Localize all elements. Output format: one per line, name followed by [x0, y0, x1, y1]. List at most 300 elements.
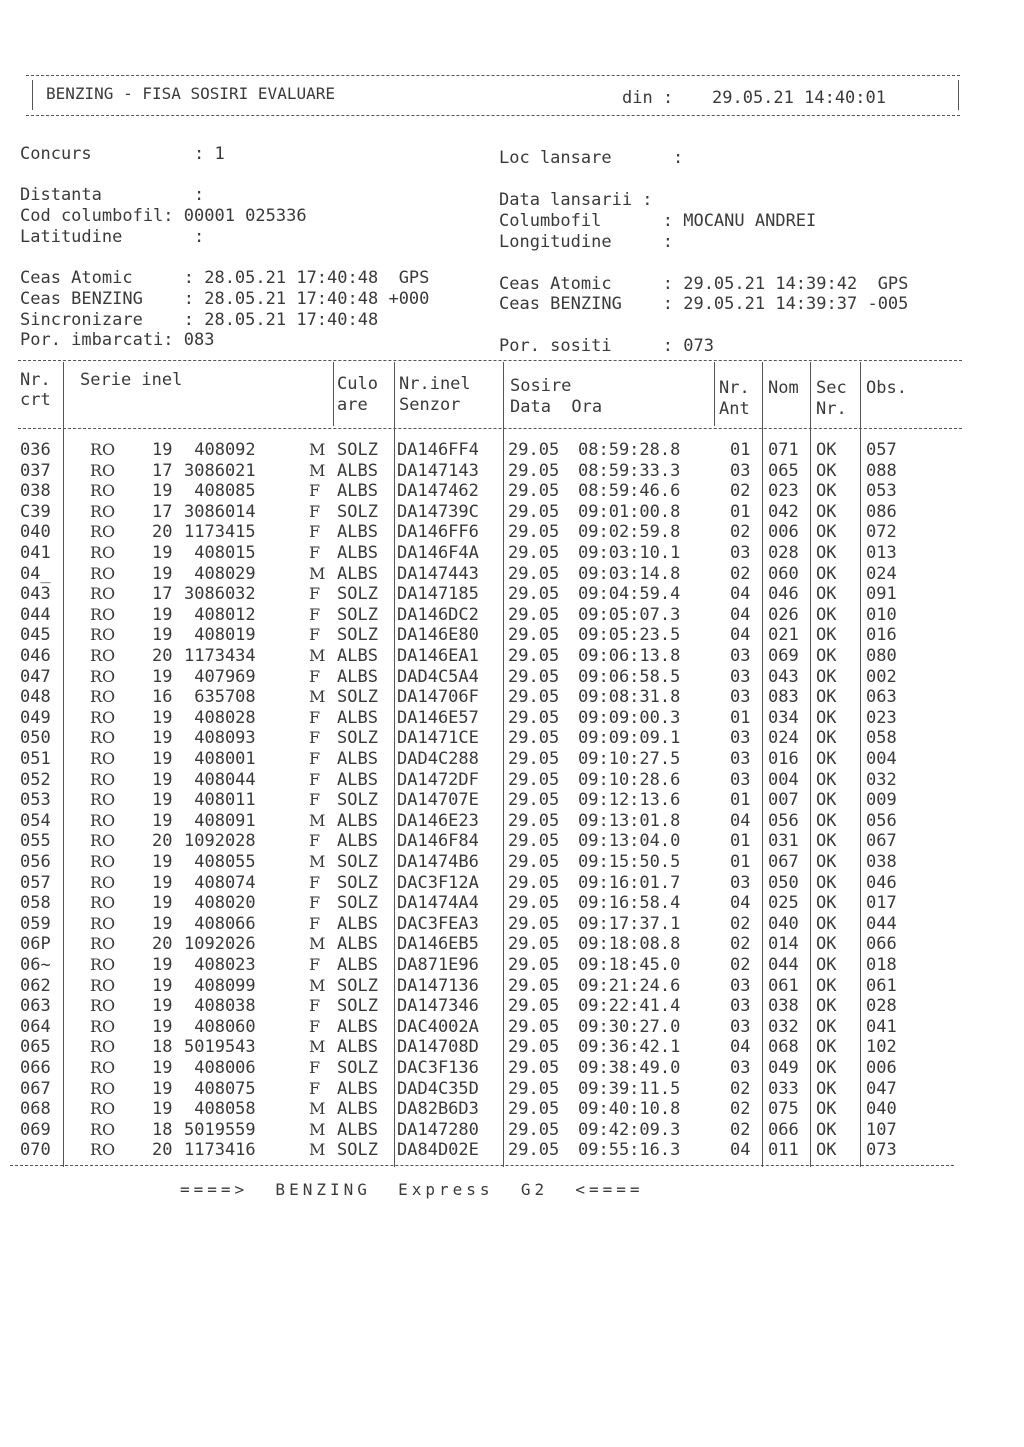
cell-year: 20	[152, 934, 173, 955]
cell-ring-number: 3086014	[184, 501, 256, 522]
cell-sex: F	[309, 790, 321, 810]
cell-sex: F	[309, 749, 321, 768]
cell-ring-number: 408055	[184, 852, 256, 872]
cell-ring-number: 408044	[184, 769, 256, 790]
cell-ring-number: 408074	[184, 872, 256, 893]
cell-sec-nr: OK	[816, 913, 837, 934]
cell-nom: 040	[768, 913, 799, 934]
cell-country: RO	[90, 852, 116, 871]
cell-obs: 009	[866, 790, 897, 811]
cell-nom: 049	[768, 1058, 799, 1078]
footer-banner: ====> BENZING Express G2 <====	[180, 1180, 644, 1199]
table-header-separator	[18, 428, 962, 429]
cell-sex: M	[309, 810, 326, 830]
cell-arrival-date: 29.05	[508, 1016, 560, 1037]
cell-nr-crt: 041	[20, 543, 51, 563]
cell-obs: 061	[866, 975, 897, 996]
info-latitudine: Latitudine :	[20, 227, 205, 247]
cell-obs: 102	[866, 1037, 897, 1058]
cell-arrival-date: 29.05	[508, 666, 560, 687]
cell-antenna: 01	[730, 852, 751, 872]
cell-sex: M	[309, 934, 326, 954]
cell-antenna: 03	[730, 1016, 751, 1037]
cell-nr-crt: 064	[20, 1016, 51, 1037]
cell-year: 17	[152, 501, 173, 522]
cell-sec-nr: OK	[816, 501, 837, 522]
cell-ring-number: 408091	[184, 810, 256, 831]
th-culoare-1: Culo	[337, 374, 378, 394]
cell-year: 20	[152, 646, 173, 666]
cell-color: SOLZ	[337, 501, 378, 522]
cell-sec-nr: OK	[816, 646, 837, 666]
info-ceas-atomic-right: Ceas Atomic : 29.05.21 14:39:42 GPS	[499, 274, 909, 294]
cell-arrival-time: 09:10:27.5	[578, 749, 681, 769]
cell-arrival-time: 09:16:58.4	[578, 893, 681, 914]
cell-obs: 041	[866, 1016, 897, 1037]
cell-color: ALBS	[337, 749, 378, 769]
cell-arrival-time: 09:21:24.6	[578, 975, 681, 996]
cell-sensor-ring: DA146E80	[397, 625, 479, 646]
info-por-sositi: Por. sositi : 073	[499, 336, 714, 356]
cell-sensor-ring: DA1471CE	[397, 728, 479, 749]
cell-sensor-ring: DA14706F	[397, 687, 479, 708]
cell-arrival-time: 09:02:59.8	[578, 522, 681, 543]
cell-arrival-time: 09:13:01.8	[578, 810, 681, 831]
cell-nr-crt: 045	[20, 625, 51, 646]
cell-antenna: 03	[730, 646, 751, 666]
th-nr-ant-2: Ant	[719, 399, 750, 419]
cell-color: SOLZ	[337, 893, 378, 914]
cell-nr-crt: 058	[20, 893, 51, 914]
cell-sensor-ring: DA146F4A	[397, 543, 479, 563]
cell-antenna: 01	[730, 501, 751, 522]
cell-obs: 063	[866, 687, 897, 708]
th-sosire-2: Data Ora	[510, 397, 603, 417]
cell-country: RO	[90, 707, 116, 727]
th-nom: Nom	[768, 378, 799, 398]
cell-color: ALBS	[337, 522, 378, 543]
cell-ring-number: 1092026	[184, 934, 256, 955]
cell-obs: 056	[866, 810, 897, 831]
cell-nom: 042	[768, 501, 799, 522]
cell-sec-nr: OK	[816, 872, 837, 893]
cell-nr-crt: 052	[20, 769, 51, 790]
cell-year: 19	[152, 893, 173, 914]
cell-obs: 040	[866, 1099, 897, 1120]
cell-arrival-time: 09:39:11.5	[578, 1078, 681, 1099]
cell-sex: M	[309, 1099, 326, 1119]
cell-sensor-ring: DA147346	[397, 996, 479, 1017]
cell-arrival-time: 08:59:33.3	[578, 460, 681, 481]
col-sep-3	[394, 362, 395, 1167]
cell-arrival-date: 29.05	[508, 831, 560, 852]
cell-sec-nr: OK	[816, 1140, 837, 1161]
cell-obs: 006	[866, 1058, 897, 1078]
cell-ring-number: 408093	[184, 728, 256, 749]
cell-sensor-ring: DA14739C	[397, 501, 479, 522]
cell-sec-nr: OK	[816, 687, 837, 708]
cell-nr-crt: 053	[20, 790, 51, 811]
cell-color: ALBS	[337, 831, 378, 852]
cell-obs: 072	[866, 522, 897, 543]
cell-arrival-date: 29.05	[508, 584, 560, 605]
header-left-border	[32, 80, 33, 110]
cell-country: RO	[90, 810, 116, 830]
cell-country: RO	[90, 1016, 116, 1036]
cell-nr-crt: 066	[20, 1058, 51, 1078]
cell-color: ALBS	[337, 707, 378, 728]
cell-color: SOLZ	[337, 872, 378, 893]
cell-antenna: 03	[730, 687, 751, 708]
cell-arrival-time: 09:17:37.1	[578, 913, 681, 934]
cell-nom: 007	[768, 790, 799, 811]
cell-arrival-date: 29.05	[508, 522, 560, 543]
cell-nr-crt: 051	[20, 749, 51, 769]
cell-nr-crt: 044	[20, 604, 51, 625]
cell-color: ALBS	[337, 543, 378, 563]
cell-sec-nr: OK	[816, 625, 837, 646]
cell-ring-number: 408038	[184, 996, 256, 1017]
cell-arrival-time: 09:22:41.4	[578, 996, 681, 1017]
cell-arrival-time: 09:06:13.8	[578, 646, 681, 666]
cell-sensor-ring: DA146EA1	[397, 646, 479, 666]
cell-sensor-ring: DA14707E	[397, 790, 479, 811]
cell-sensor-ring: DAD4C288	[397, 749, 479, 769]
cell-ring-number: 408023	[184, 955, 256, 975]
cell-sex: M	[309, 460, 326, 480]
cell-nr-crt: 048	[20, 687, 51, 708]
cell-year: 17	[152, 460, 173, 481]
cell-antenna: 02	[730, 913, 751, 934]
cell-obs: 088	[866, 460, 897, 481]
cell-antenna: 02	[730, 522, 751, 543]
cell-arrival-date: 29.05	[508, 893, 560, 914]
info-ceas-atomic-left: Ceas Atomic : 28.05.21 17:40:48 GPS	[20, 268, 430, 288]
cell-country: RO	[90, 481, 116, 501]
info-data-lansarii: Data lansarii :	[499, 190, 653, 210]
cell-nr-crt: 054	[20, 810, 51, 831]
cell-antenna: 04	[730, 1140, 751, 1161]
cell-antenna: 02	[730, 563, 751, 584]
cell-obs: 010	[866, 604, 897, 625]
cell-nom: 056	[768, 810, 799, 831]
cell-arrival-time: 09:03:10.1	[578, 543, 681, 563]
cell-sec-nr: OK	[816, 749, 837, 769]
cell-color: SOLZ	[337, 975, 378, 996]
cell-arrival-date: 29.05	[508, 1099, 560, 1120]
cell-ring-number: 408001	[184, 749, 256, 769]
cell-ring-number: 1173416	[184, 1140, 256, 1161]
th-culoare-2: are	[337, 395, 368, 415]
th-sec-1: Sec	[816, 378, 847, 398]
cell-color: SOLZ	[337, 996, 378, 1017]
cell-sec-nr: OK	[816, 996, 837, 1017]
cell-arrival-time: 09:09:09.1	[578, 728, 681, 749]
cell-obs: 053	[866, 481, 897, 502]
cell-country: RO	[90, 831, 116, 851]
cell-sex: F	[309, 769, 321, 789]
cell-nr-crt: 056	[20, 852, 51, 872]
info-sincronizare: Sincronizare : 28.05.21 17:40:48	[20, 310, 379, 330]
cell-sensor-ring: DAD4C35D	[397, 1078, 479, 1099]
cell-country: RO	[90, 563, 116, 583]
cell-ring-number: 5019559	[184, 1119, 256, 1140]
cell-arrival-time: 08:59:28.8	[578, 440, 681, 460]
cell-sensor-ring: DAC3F136	[397, 1058, 479, 1078]
cell-color: SOLZ	[337, 604, 378, 625]
cell-ring-number: 408029	[184, 563, 256, 584]
cell-country: RO	[90, 1140, 116, 1160]
header-bottom-border	[26, 115, 960, 116]
cell-year: 19	[152, 769, 173, 790]
cell-year: 19	[152, 1078, 173, 1099]
cell-country: RO	[90, 1119, 116, 1139]
cell-arrival-date: 29.05	[508, 975, 560, 996]
cell-arrival-date: 29.05	[508, 810, 560, 831]
cell-nom: 066	[768, 1119, 799, 1140]
cell-sex: F	[309, 728, 321, 748]
cell-antenna: 03	[730, 460, 751, 481]
cell-antenna: 04	[730, 625, 751, 646]
cell-nr-crt: 063	[20, 996, 51, 1017]
cell-sex: F	[309, 996, 321, 1016]
cell-antenna: 04	[730, 810, 751, 831]
cell-color: SOLZ	[337, 852, 378, 872]
cell-sex: M	[309, 975, 326, 995]
cell-country: RO	[90, 769, 116, 789]
cell-arrival-date: 29.05	[508, 501, 560, 522]
col-sep-4	[503, 362, 504, 1167]
cell-ring-number: 635708	[184, 687, 256, 708]
cell-color: SOLZ	[337, 440, 378, 460]
col-sep-6	[762, 362, 763, 1167]
cell-nom: 031	[768, 831, 799, 852]
cell-year: 19	[152, 913, 173, 934]
th-nr-ant-1: Nr.	[719, 378, 750, 398]
cell-sensor-ring: DA146E57	[397, 707, 479, 728]
cell-year: 17	[152, 584, 173, 605]
cell-ring-number: 408015	[184, 543, 256, 563]
th-nr-crt-2: crt	[20, 390, 51, 410]
cell-arrival-time: 09:30:27.0	[578, 1016, 681, 1037]
cell-obs: 038	[866, 852, 897, 872]
cell-sec-nr: OK	[816, 852, 837, 872]
cell-antenna: 04	[730, 893, 751, 914]
cell-year: 19	[152, 749, 173, 769]
cell-ring-number: 408060	[184, 1016, 256, 1037]
cell-country: RO	[90, 790, 116, 810]
cell-sec-nr: OK	[816, 955, 837, 975]
cell-nom: 075	[768, 1099, 799, 1120]
header-right-border	[958, 80, 959, 110]
cell-arrival-date: 29.05	[508, 646, 560, 666]
th-sosire-1: Sosire	[510, 376, 572, 396]
cell-year: 18	[152, 1037, 173, 1058]
cell-obs: 004	[866, 749, 897, 769]
cell-obs: 013	[866, 543, 897, 563]
cell-arrival-date: 29.05	[508, 1037, 560, 1058]
cell-sensor-ring: DA147136	[397, 975, 479, 996]
cell-arrival-time: 09:15:50.5	[578, 852, 681, 872]
cell-antenna: 02	[730, 481, 751, 502]
cell-color: ALBS	[337, 1099, 378, 1120]
col-sep-1	[63, 362, 64, 1167]
cell-obs: 002	[866, 666, 897, 687]
cell-ring-number: 408019	[184, 625, 256, 646]
cell-nom: 067	[768, 852, 799, 872]
cell-nom: 025	[768, 893, 799, 914]
cell-country: RO	[90, 728, 116, 748]
cell-nom: 046	[768, 584, 799, 605]
cell-sensor-ring: DAD4C5A4	[397, 666, 479, 687]
cell-color: SOLZ	[337, 687, 378, 708]
cell-sec-nr: OK	[816, 1037, 837, 1058]
cell-nr-crt: 059	[20, 913, 51, 934]
cell-nom: 038	[768, 996, 799, 1017]
cell-sensor-ring: DA146FF6	[397, 522, 479, 543]
cell-sec-nr: OK	[816, 543, 837, 563]
col-sep-7	[810, 362, 811, 1167]
cell-nom: 071	[768, 440, 799, 460]
cell-arrival-time: 09:13:04.0	[578, 831, 681, 852]
cell-arrival-date: 29.05	[508, 872, 560, 893]
cell-obs: 017	[866, 893, 897, 914]
cell-sec-nr: OK	[816, 831, 837, 852]
cell-country: RO	[90, 625, 116, 645]
cell-ring-number: 407969	[184, 666, 256, 687]
cell-arrival-date: 29.05	[508, 1078, 560, 1099]
cell-obs: 057	[866, 440, 897, 460]
cell-country: RO	[90, 460, 116, 480]
cell-obs: 067	[866, 831, 897, 852]
th-nr-inel-1: Nr.inel	[399, 374, 471, 394]
cell-year: 16	[152, 687, 173, 708]
cell-color: SOLZ	[337, 1140, 378, 1161]
cell-sex: M	[309, 440, 326, 459]
cell-arrival-date: 29.05	[508, 852, 560, 872]
table-top-border	[18, 360, 962, 361]
cell-sex: F	[309, 604, 321, 624]
cell-antenna: 01	[730, 707, 751, 728]
cell-year: 19	[152, 625, 173, 646]
cell-nom: 068	[768, 1037, 799, 1058]
cell-color: ALBS	[337, 1078, 378, 1099]
cell-nr-crt: 046	[20, 646, 51, 666]
cell-sensor-ring: DA146FF4	[397, 440, 479, 460]
cell-arrival-date: 29.05	[508, 996, 560, 1017]
cell-nr-crt: 06P	[20, 934, 51, 955]
cell-obs: 046	[866, 872, 897, 893]
cell-sex: F	[309, 872, 321, 892]
cell-antenna: 04	[730, 584, 751, 605]
cell-sensor-ring: DA147462	[397, 481, 479, 502]
cell-antenna: 03	[730, 666, 751, 687]
cell-sec-nr: OK	[816, 604, 837, 625]
cell-year: 19	[152, 563, 173, 584]
cell-obs: 066	[866, 934, 897, 955]
cell-country: RO	[90, 687, 116, 707]
cell-obs: 107	[866, 1119, 897, 1140]
cell-arrival-date: 29.05	[508, 687, 560, 708]
cell-nom: 060	[768, 563, 799, 584]
table-bottom-border	[10, 1165, 954, 1166]
cell-sex: F	[309, 1058, 321, 1077]
cell-sex: M	[309, 646, 326, 665]
cell-color: ALBS	[337, 810, 378, 831]
cell-color: ALBS	[337, 934, 378, 955]
cell-antenna: 03	[730, 996, 751, 1017]
cell-year: 19	[152, 790, 173, 811]
cell-obs: 080	[866, 646, 897, 666]
cell-sensor-ring: DA84D02E	[397, 1140, 479, 1161]
cell-country: RO	[90, 749, 116, 768]
cell-nr-crt: 037	[20, 460, 51, 481]
cell-obs: 047	[866, 1078, 897, 1099]
cell-antenna: 03	[730, 543, 751, 563]
cell-antenna: 03	[730, 769, 751, 790]
cell-ring-number: 408028	[184, 707, 256, 728]
cell-nr-crt: 067	[20, 1078, 51, 1099]
cell-arrival-date: 29.05	[508, 625, 560, 646]
cell-arrival-date: 29.05	[508, 481, 560, 502]
cell-sex: F	[309, 1016, 321, 1036]
cell-year: 19	[152, 1016, 173, 1037]
th-sec-2: Nr.	[816, 399, 847, 419]
th-serie-inel: Serie inel	[80, 370, 183, 390]
cell-color: ALBS	[337, 769, 378, 790]
cell-year: 19	[152, 440, 173, 460]
cell-sensor-ring: DA147280	[397, 1119, 479, 1140]
cell-nom: 034	[768, 707, 799, 728]
cell-sensor-ring: DA1474A4	[397, 893, 479, 914]
cell-nom: 011	[768, 1140, 799, 1161]
cell-nr-crt: 036	[20, 440, 51, 460]
cell-nom: 061	[768, 975, 799, 996]
cell-year: 20	[152, 1140, 173, 1161]
cell-country: RO	[90, 1078, 116, 1098]
cell-nr-crt: 040	[20, 522, 51, 543]
info-concurs: Concurs : 1	[20, 144, 225, 164]
cell-antenna: 03	[730, 872, 751, 893]
cell-sex: F	[309, 707, 321, 727]
cell-year: 19	[152, 1099, 173, 1120]
cell-obs: 044	[866, 913, 897, 934]
cell-sex: M	[309, 852, 326, 871]
cell-nr-crt: 038	[20, 481, 51, 502]
cell-arrival-date: 29.05	[508, 563, 560, 584]
cell-color: ALBS	[337, 955, 378, 975]
cell-year: 19	[152, 604, 173, 625]
cell-antenna: 01	[730, 790, 751, 811]
cell-color: ALBS	[337, 1119, 378, 1140]
cell-nom: 028	[768, 543, 799, 563]
cell-color: SOLZ	[337, 790, 378, 811]
cell-sec-nr: OK	[816, 1099, 837, 1120]
cell-country: RO	[90, 440, 116, 459]
cell-sec-nr: OK	[816, 440, 837, 460]
cell-arrival-time: 09:38:49.0	[578, 1058, 681, 1078]
cell-year: 19	[152, 666, 173, 687]
cell-nom: 033	[768, 1078, 799, 1099]
cell-arrival-date: 29.05	[508, 790, 560, 811]
cell-country: RO	[90, 893, 116, 913]
cell-nom: 083	[768, 687, 799, 708]
cell-obs: 016	[866, 625, 897, 646]
cell-sec-nr: OK	[816, 584, 837, 605]
cell-antenna: 03	[730, 728, 751, 749]
cell-color: SOLZ	[337, 1058, 378, 1078]
cell-arrival-date: 29.05	[508, 913, 560, 934]
